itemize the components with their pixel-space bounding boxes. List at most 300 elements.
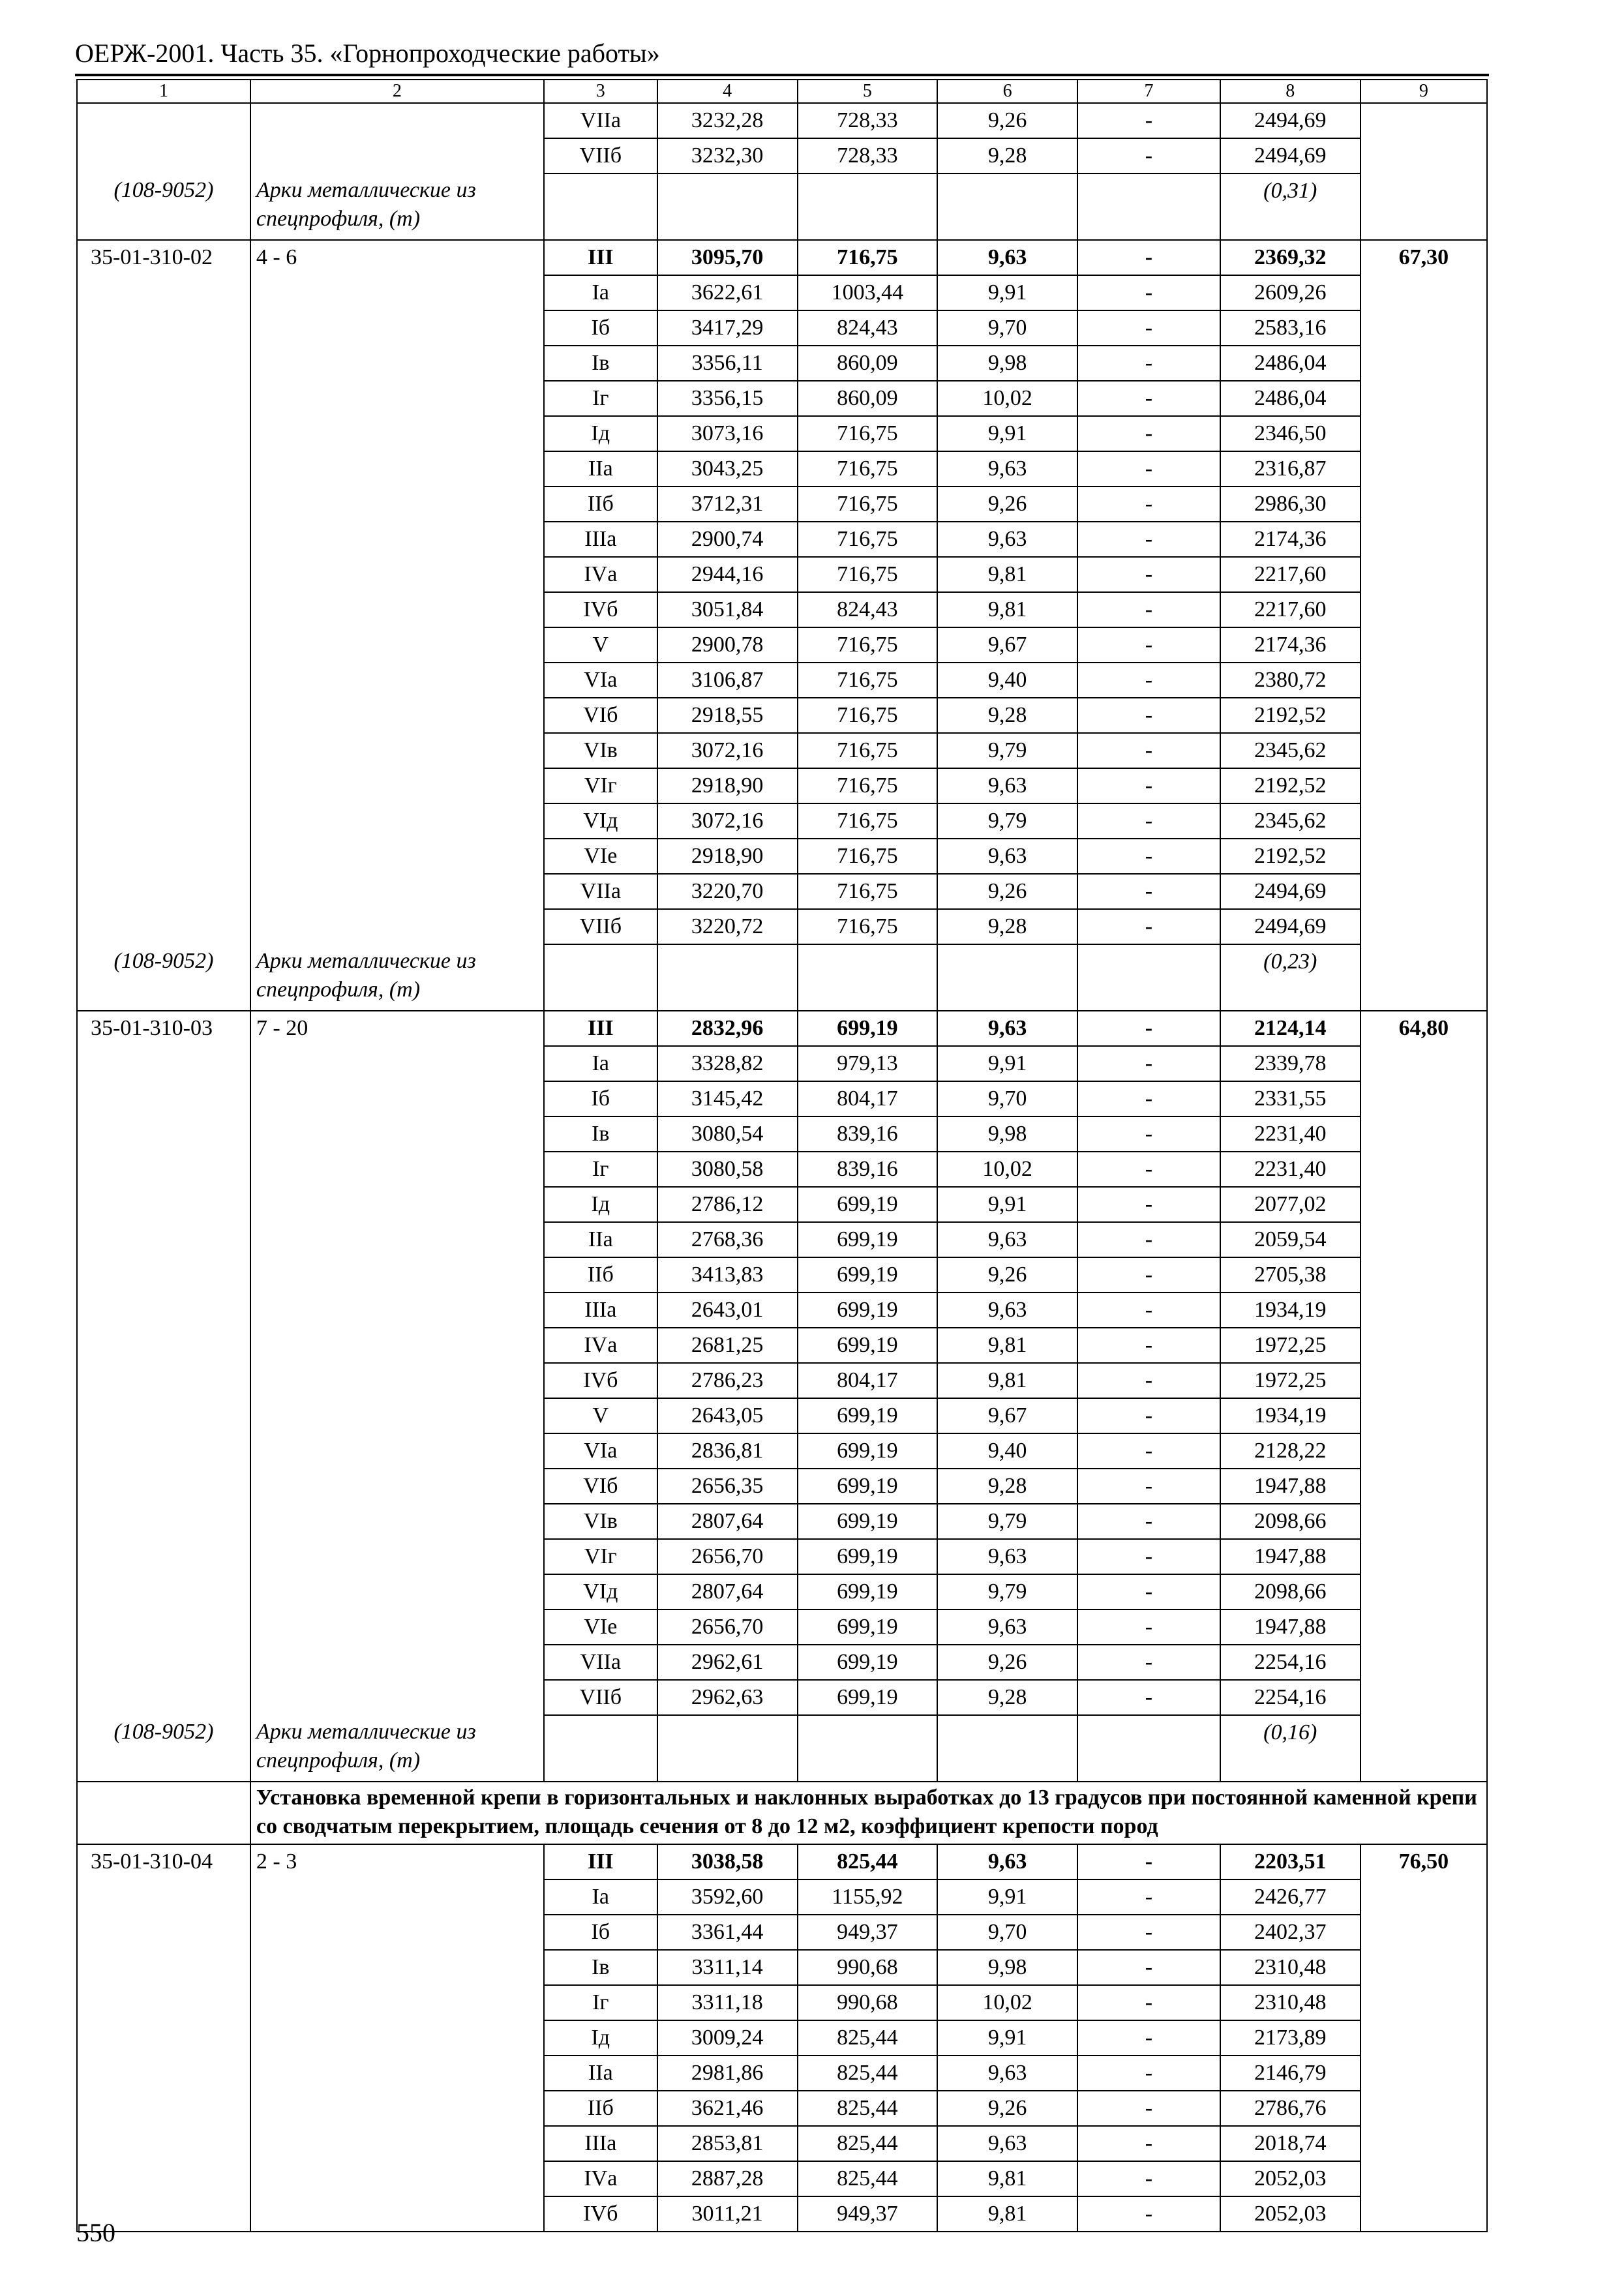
- merged-cell-2: [250, 1539, 544, 1574]
- merged-cell-2: [250, 103, 544, 138]
- cell-machine-operation: 9,63: [937, 2126, 1077, 2161]
- cell-materials: 2380,72: [1220, 663, 1361, 698]
- cell-machine-operation: 9,28: [937, 1469, 1077, 1504]
- cell-direct-costs: 2832,96: [657, 1011, 798, 1046]
- cell-machine-operation: 9,28: [937, 138, 1077, 173]
- cell-wages: 716,75: [798, 803, 938, 839]
- cell-rock-category: VIд: [544, 803, 657, 839]
- cell-materials: 2231,40: [1220, 1152, 1361, 1187]
- cell-wages: 824,43: [798, 592, 938, 627]
- cell-materials: 2217,60: [1220, 592, 1361, 627]
- column-header: 7: [1077, 80, 1220, 103]
- cell-wages: 1155,92: [798, 1879, 938, 1915]
- resource-empty-cell: [937, 173, 1077, 240]
- merged-cell-1: [77, 1187, 250, 1222]
- merged-cell-2: [250, 803, 544, 839]
- cell-machine-operation: 9,91: [937, 2020, 1077, 2056]
- resource-empty-cell: [657, 944, 798, 1011]
- cell-driver-wages: -: [1077, 1046, 1220, 1081]
- cell-wages: 716,75: [798, 839, 938, 874]
- cell-direct-costs: 2807,64: [657, 1504, 798, 1539]
- cell-rock-category: III: [544, 1844, 657, 1879]
- cell-wages: 839,16: [798, 1116, 938, 1152]
- cell-direct-costs: 2900,78: [657, 627, 798, 663]
- table-row: [77, 451, 1487, 486]
- cell-materials: 2254,16: [1220, 1645, 1361, 1680]
- merged-cell-2: [250, 1116, 544, 1152]
- cell-materials: 2705,38: [1220, 1257, 1361, 1293]
- cell-rock-category: Iд: [544, 416, 657, 451]
- merged-cell-1: [77, 1116, 250, 1152]
- merged-cell-1: [77, 1257, 250, 1293]
- cell-direct-costs: 2681,25: [657, 1328, 798, 1363]
- cell-machine-operation: 9,26: [937, 1257, 1077, 1293]
- cell-direct-costs: 3622,61: [657, 275, 798, 310]
- cell-driver-wages: -: [1077, 1257, 1220, 1293]
- cell-wages: 699,19: [798, 1539, 938, 1574]
- cell-wages: 990,68: [798, 1950, 938, 1985]
- merged-cell-1: [77, 310, 250, 346]
- cell-materials: 2583,16: [1220, 310, 1361, 346]
- rates-table-container: [76, 79, 1488, 2232]
- cell-machine-operation: 9,79: [937, 1574, 1077, 1609]
- cell-wages: 699,19: [798, 1222, 938, 1257]
- resource-empty-cell: [657, 173, 798, 240]
- cell-wages: 949,37: [798, 2196, 938, 2232]
- resource-name: Арки металлические из спецпрофиля, (т): [250, 173, 544, 240]
- table-row: [77, 909, 1487, 944]
- cell-materials: 1947,88: [1220, 1609, 1361, 1645]
- cell-driver-wages: -: [1077, 1433, 1220, 1469]
- cell-materials: 2146,79: [1220, 2056, 1361, 2091]
- cell-materials: 2231,40: [1220, 1116, 1361, 1152]
- cell-rock-category: VIIб: [544, 138, 657, 173]
- table-row: [77, 592, 1487, 627]
- cell-materials: 2124,14: [1220, 1011, 1361, 1046]
- merged-cell-2: [250, 1363, 544, 1398]
- cell-rock-category: VIIб: [544, 909, 657, 944]
- table-row: [77, 1680, 1487, 1715]
- merged-cell-1: [77, 1328, 250, 1363]
- cell-rock-category: IIб: [544, 1257, 657, 1293]
- merged-cell-1: [77, 1539, 250, 1574]
- cell-driver-wages: -: [1077, 381, 1220, 416]
- merged-cell-1: [77, 1469, 250, 1504]
- cell-driver-wages: -: [1077, 522, 1220, 557]
- cell-machine-operation: 9,26: [937, 103, 1077, 138]
- merged-cell-2: [250, 1222, 544, 1257]
- merged-cell-1: [77, 1950, 250, 1985]
- merged-cell-9: [1361, 1152, 1487, 1187]
- cell-wages: 860,09: [798, 346, 938, 381]
- cell-materials: 2402,37: [1220, 1915, 1361, 1950]
- merged-cell-2: [250, 138, 544, 173]
- cell-direct-costs: 3051,84: [657, 592, 798, 627]
- merged-cell-9: [1361, 1187, 1487, 1222]
- table-row: [77, 1609, 1487, 1645]
- merged-cell-2: [250, 1398, 544, 1433]
- cell-rock-category: Iг: [544, 1152, 657, 1187]
- resource-empty-cell: [1077, 173, 1220, 240]
- merged-cell-9: [1361, 522, 1487, 557]
- cell-wages: 728,33: [798, 138, 938, 173]
- table-row: [77, 733, 1487, 768]
- page-header: ОЕРЖ-2001. Часть 35. «Горнопроходческие работы»: [75, 38, 660, 68]
- merged-cell-9: [1361, 1504, 1487, 1539]
- cell-materials: 2254,16: [1220, 1680, 1361, 1715]
- merged-cell-2: [250, 522, 544, 557]
- cell-driver-wages: -: [1077, 1504, 1220, 1539]
- cell-rock-category: Iг: [544, 381, 657, 416]
- cell-direct-costs: 2656,70: [657, 1609, 798, 1645]
- merged-cell-1: [77, 1645, 250, 1680]
- merged-cell-1: [77, 557, 250, 592]
- merged-cell-2: [250, 381, 544, 416]
- cell-direct-costs: 2786,12: [657, 1187, 798, 1222]
- cell-driver-wages: -: [1077, 2056, 1220, 2091]
- merged-cell-2: [250, 1046, 544, 1081]
- cell-rock-category: Iв: [544, 346, 657, 381]
- table-row: [77, 2020, 1487, 2056]
- merged-cell-1: [77, 1046, 250, 1081]
- merged-cell-2: [250, 1328, 544, 1363]
- cell-driver-wages: -: [1077, 839, 1220, 874]
- merged-cell-2: [250, 874, 544, 909]
- cell-driver-wages: -: [1077, 1152, 1220, 1187]
- table-row-main: [77, 1011, 1487, 1046]
- cell-machine-operation: 9,40: [937, 663, 1077, 698]
- table-row: [77, 381, 1487, 416]
- cell-driver-wages: -: [1077, 1879, 1220, 1915]
- cell-materials: 2369,32: [1220, 240, 1361, 275]
- cell-machine-operation: 9,26: [937, 2091, 1077, 2126]
- cell-direct-costs: 2944,16: [657, 557, 798, 592]
- cell-materials: 2345,62: [1220, 803, 1361, 839]
- merged-cell-2: [250, 1574, 544, 1609]
- cell-rock-category: IIа: [544, 2056, 657, 2091]
- merged-cell-9: [1361, 451, 1487, 486]
- table-row: [77, 2091, 1487, 2126]
- cell-materials: 2052,03: [1220, 2196, 1361, 2232]
- merged-cell-9: [1361, 310, 1487, 346]
- merged-cell-2: [250, 592, 544, 627]
- cell-machine-operation: 9,81: [937, 2196, 1077, 2232]
- merged-cell-2: [250, 2020, 544, 2056]
- cell-direct-costs: 3011,21: [657, 2196, 798, 2232]
- cell-machine-operation: 9,67: [937, 627, 1077, 663]
- resource-empty-cell: [1077, 944, 1220, 1011]
- column-header: 1: [77, 80, 250, 103]
- resource-empty-cell: [1077, 1715, 1220, 1782]
- cell-materials: 2203,51: [1220, 1844, 1361, 1879]
- cell-driver-wages: -: [1077, 451, 1220, 486]
- merged-cell-9: [1361, 1433, 1487, 1469]
- merged-cell-9: [1361, 1915, 1487, 1950]
- cell-driver-wages: -: [1077, 138, 1220, 173]
- cell-direct-costs: 3072,16: [657, 803, 798, 839]
- cell-rock-category: VIв: [544, 733, 657, 768]
- resource-empty-cell: [937, 1715, 1077, 1782]
- cell-wages: 716,75: [798, 733, 938, 768]
- merged-cell-1: [77, 1879, 250, 1915]
- cell-rock-category: V: [544, 627, 657, 663]
- cell-wages: 699,19: [798, 1469, 938, 1504]
- cell-wages: 860,09: [798, 381, 938, 416]
- merged-cell-9: [1361, 381, 1487, 416]
- merged-cell-1: [77, 522, 250, 557]
- merged-cell-2: [250, 1081, 544, 1116]
- merged-cell-2: [250, 1293, 544, 1328]
- cell-rock-category: IIIа: [544, 1293, 657, 1328]
- merged-cell-9: [1361, 1398, 1487, 1433]
- table-row: [77, 1504, 1487, 1539]
- merged-cell-2: [250, 2126, 544, 2161]
- cell-materials: 1972,25: [1220, 1328, 1361, 1363]
- merged-cell-1: [77, 839, 250, 874]
- cell-rock-category: Iв: [544, 1116, 657, 1152]
- cell-direct-costs: 2643,01: [657, 1293, 798, 1328]
- cell-wages: 699,19: [798, 1257, 938, 1293]
- cell-driver-wages: -: [1077, 909, 1220, 944]
- cell-direct-costs: 2918,90: [657, 768, 798, 803]
- cell-wages: 699,19: [798, 1680, 938, 1715]
- cell-materials: 2494,69: [1220, 909, 1361, 944]
- table-row: [77, 1187, 1487, 1222]
- merged-cell-9: [1361, 1328, 1487, 1363]
- table-row: [77, 557, 1487, 592]
- table-row: [77, 698, 1487, 733]
- merged-cell-1: [77, 2056, 250, 2091]
- cell-rock-category: IVа: [544, 1328, 657, 1363]
- cell-driver-wages: -: [1077, 627, 1220, 663]
- cell-wages: 699,19: [798, 1011, 938, 1046]
- merged-cell-9: [1361, 557, 1487, 592]
- cell-rock-category: VIг: [544, 768, 657, 803]
- cell-machine-operation: 9,70: [937, 310, 1077, 346]
- merged-cell-9: [1361, 1539, 1487, 1574]
- column-header: 8: [1220, 80, 1361, 103]
- cell-materials: 2345,62: [1220, 733, 1361, 768]
- resource-empty-cell: [544, 173, 657, 240]
- table-row: [77, 1363, 1487, 1398]
- cell-driver-wages: -: [1077, 1116, 1220, 1152]
- cell-machine-operation: 9,63: [937, 2056, 1077, 2091]
- cell-direct-costs: 2786,23: [657, 1363, 798, 1398]
- merged-cell-2: [250, 1469, 544, 1504]
- column-header: 2: [250, 80, 544, 103]
- merged-cell-1: [77, 1152, 250, 1187]
- merged-cell-9: [1361, 2020, 1487, 2056]
- cell-machine-operation: 9,79: [937, 1504, 1077, 1539]
- cell-wages: 839,16: [798, 1152, 938, 1187]
- merged-cell-2: [250, 310, 544, 346]
- cell-materials: 2316,87: [1220, 451, 1361, 486]
- cell-direct-costs: 3080,54: [657, 1116, 798, 1152]
- cell-materials: 2174,36: [1220, 627, 1361, 663]
- table-row: [77, 522, 1487, 557]
- merged-cell-2: [250, 2056, 544, 2091]
- cell-driver-wages: -: [1077, 1081, 1220, 1116]
- resource-name: Арки металлические из спецпрофиля, (т): [250, 944, 544, 1011]
- merged-cell-1: [77, 1363, 250, 1398]
- cell-materials: 2494,69: [1220, 103, 1361, 138]
- cell-range: 4 - 6: [250, 240, 544, 275]
- merged-cell-9: [1361, 733, 1487, 768]
- cell-direct-costs: 3311,14: [657, 1950, 798, 1985]
- merged-cell-2: [250, 1433, 544, 1469]
- cell-materials: 2609,26: [1220, 275, 1361, 310]
- cell-driver-wages: -: [1077, 1469, 1220, 1504]
- table-row: [77, 346, 1487, 381]
- table-row-main: [77, 240, 1487, 275]
- cell-driver-wages: -: [1077, 103, 1220, 138]
- column-header: 9: [1361, 80, 1487, 103]
- cell-direct-costs: 3356,11: [657, 346, 798, 381]
- merged-cell-1: [77, 803, 250, 839]
- cell-machine-operation: 9,70: [937, 1915, 1077, 1950]
- cell-machine-operation: 9,63: [937, 1011, 1077, 1046]
- merged-cell-1: [77, 1574, 250, 1609]
- cell-direct-costs: 2962,63: [657, 1680, 798, 1715]
- cell-wages: 825,44: [798, 2126, 938, 2161]
- table-row: [77, 1433, 1487, 1469]
- merged-cell-9: [1361, 1363, 1487, 1398]
- merged-cell-2: [250, 275, 544, 310]
- cell-direct-costs: 3145,42: [657, 1081, 798, 1116]
- cell-wages: 716,75: [798, 451, 938, 486]
- cell-col9: 76,50: [1361, 1844, 1487, 1879]
- table-row: [77, 663, 1487, 698]
- cell-materials: 2098,66: [1220, 1574, 1361, 1609]
- table-row: [77, 1328, 1487, 1363]
- merged-cell-2: [250, 2161, 544, 2196]
- merged-cell-2: [250, 768, 544, 803]
- merged-cell-2: [250, 1680, 544, 1715]
- cell-rock-category: IIIа: [544, 2126, 657, 2161]
- merged-cell-9: [1361, 1574, 1487, 1609]
- cell-driver-wages: -: [1077, 1645, 1220, 1680]
- merged-cell-1: [77, 2161, 250, 2196]
- table-row: [77, 275, 1487, 310]
- cell-direct-costs: 3621,46: [657, 2091, 798, 2126]
- merged-cell-9: [1361, 486, 1487, 522]
- merged-cell-1: [77, 2020, 250, 2056]
- merged-cell-2: [250, 1915, 544, 1950]
- cell-materials: 2339,78: [1220, 1046, 1361, 1081]
- rates-table: [76, 79, 1488, 2232]
- cell-machine-operation: 9,91: [937, 1187, 1077, 1222]
- merged-cell-2: [250, 1985, 544, 2020]
- cell-machine-operation: 9,28: [937, 909, 1077, 944]
- cell-code: 35-01-310-03: [77, 1011, 250, 1046]
- cell-rock-category: III: [544, 240, 657, 275]
- merged-cell-2: [250, 1187, 544, 1222]
- cell-range: 2 - 3: [250, 1844, 544, 1879]
- cell-direct-costs: 2853,81: [657, 2126, 798, 2161]
- merged-cell-1: [77, 346, 250, 381]
- merged-cell-2: [250, 1152, 544, 1187]
- column-header: 4: [657, 80, 798, 103]
- table-row: [77, 1539, 1487, 1574]
- cell-machine-operation: 9,28: [937, 698, 1077, 733]
- cell-direct-costs: 3072,16: [657, 733, 798, 768]
- cell-rock-category: Iа: [544, 1879, 657, 1915]
- merged-cell-9: [1361, 1469, 1487, 1504]
- cell-direct-costs: 3043,25: [657, 451, 798, 486]
- merged-cell-1: [77, 698, 250, 733]
- merged-cell-9: [1361, 1645, 1487, 1680]
- cell-machine-operation: 9,63: [937, 522, 1077, 557]
- cell-driver-wages: -: [1077, 1011, 1220, 1046]
- cell-rock-category: Iб: [544, 1915, 657, 1950]
- merged-cell-2: [250, 839, 544, 874]
- cell-wages: 716,75: [798, 557, 938, 592]
- cell-direct-costs: 3220,70: [657, 874, 798, 909]
- table-row: [77, 2056, 1487, 2091]
- cell-wages: 699,19: [798, 1609, 938, 1645]
- merged-cell-9: [1361, 1680, 1487, 1715]
- merged-cell-2: [250, 1950, 544, 1985]
- cell-machine-operation: 10,02: [937, 1152, 1077, 1187]
- cell-wages: 825,44: [798, 1844, 938, 1879]
- cell-driver-wages: -: [1077, 275, 1220, 310]
- resource-code: (108-9052): [77, 1715, 250, 1782]
- cell-materials: 2217,60: [1220, 557, 1361, 592]
- merged-cell-9: [1361, 1046, 1487, 1081]
- merged-cell-1: [77, 909, 250, 944]
- merged-cell-9: [1361, 627, 1487, 663]
- merged-cell-9: [1361, 2196, 1487, 2232]
- cell-rock-category: VIг: [544, 1539, 657, 1574]
- table-row: [77, 310, 1487, 346]
- cell-wages: 804,17: [798, 1081, 938, 1116]
- merged-cell-9: [1361, 1950, 1487, 1985]
- table-row: [77, 2161, 1487, 2196]
- cell-rock-category: IVа: [544, 2161, 657, 2196]
- cell-driver-wages: -: [1077, 2020, 1220, 2056]
- cell-driver-wages: -: [1077, 1398, 1220, 1433]
- cell-direct-costs: 2836,81: [657, 1433, 798, 1469]
- cell-rock-category: VIIб: [544, 1680, 657, 1715]
- cell-machine-operation: 9,98: [937, 1950, 1077, 1985]
- merged-cell-2: [250, 627, 544, 663]
- table-row: [77, 1257, 1487, 1293]
- cell-wages: 699,19: [798, 1293, 938, 1328]
- cell-wages: 699,19: [798, 1328, 938, 1363]
- merged-cell-1: [77, 275, 250, 310]
- cell-driver-wages: -: [1077, 310, 1220, 346]
- cell-direct-costs: 3106,87: [657, 663, 798, 698]
- cell-driver-wages: -: [1077, 486, 1220, 522]
- merged-cell-9: [1361, 698, 1487, 733]
- merged-cell-1: [77, 1222, 250, 1257]
- cell-materials: 2986,30: [1220, 486, 1361, 522]
- table-row: [77, 1293, 1487, 1328]
- resource-row: [77, 1715, 1487, 1782]
- merged-cell-9: [1361, 1116, 1487, 1152]
- cell-wages: 825,44: [798, 2056, 938, 2091]
- merged-cell-1: [77, 1433, 250, 1469]
- merged-cell-9: [1361, 803, 1487, 839]
- cell-direct-costs: 3361,44: [657, 1915, 798, 1950]
- resource-empty-cell: [544, 944, 657, 1011]
- cell-machine-operation: 9,26: [937, 1645, 1077, 1680]
- resource-code: (108-9052): [77, 944, 250, 1011]
- cell-rock-category: IVб: [544, 2196, 657, 2232]
- merged-cell-9: [1361, 1715, 1487, 1782]
- cell-machine-operation: 10,02: [937, 1985, 1077, 2020]
- cell-machine-operation: 9,28: [937, 1680, 1077, 1715]
